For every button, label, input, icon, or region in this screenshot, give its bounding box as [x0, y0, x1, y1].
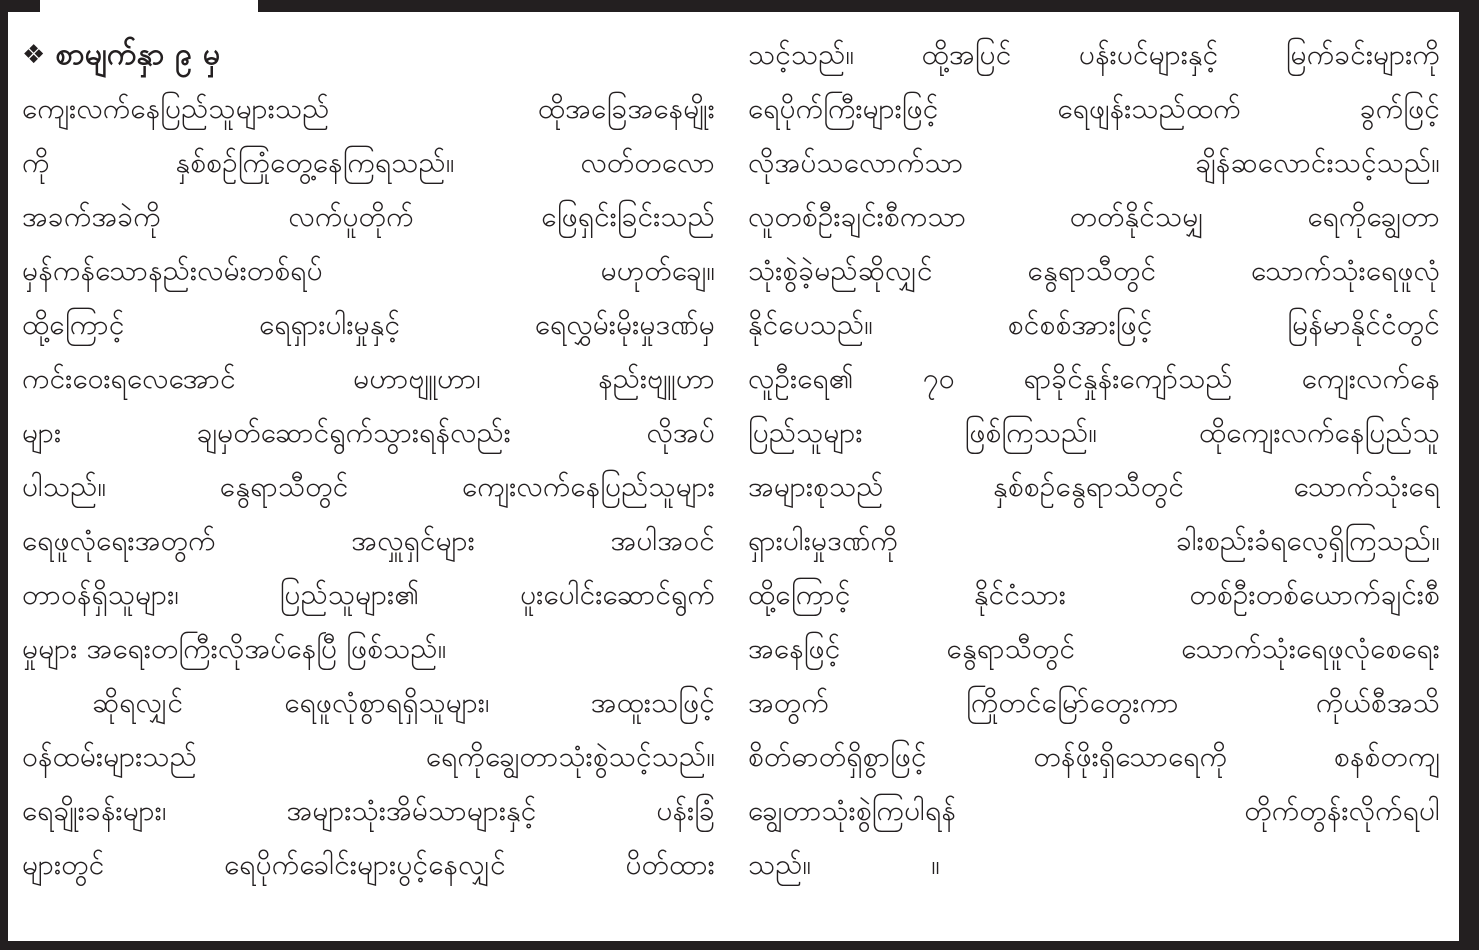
text-line: သုံးစွဲခဲ့မည်ဆိုလျှင် နွေရာသီတွင် သောက်သုံးရေဖူလုံ [748, 254, 1440, 287]
text-line: ချွေတာသုံးစွဲကြပါရန် တိုက်တွန်းလိုက်ရပါ [748, 794, 1440, 827]
text-line: တာဝန်ရှိသူများ၊ ပြည်သူများ၏ ပူးပေါင်းဆောင်ရွက် [22, 578, 715, 611]
text-line: လူဦးရေ၏ ၇၀ ရာခိုင်နှုန်းကျော်သည် ကျေးလက်နေ [748, 362, 1440, 395]
text-line: အနေဖြင့် နွေရာသီတွင် သောက်သုံးရေဖူလုံစေရေး [748, 632, 1440, 665]
top-rule [258, 0, 1479, 12]
text-line: များ ချမှတ်ဆောင်ရွက်သွားရန်လည်း လိုအပ် [22, 416, 715, 449]
diamond-bullet-icon: ❖ [22, 40, 46, 70]
text-line: အခက်အခဲကို လက်ပူတိုက် ဖြေရှင်းခြင်းသည် [22, 200, 715, 233]
text-line: ပါသည်။ နွေရာသီတွင် ကျေးလက်နေပြည်သူများ [22, 470, 715, 503]
text-line: ဝန်ထမ်းများသည် ရေကိုချွေတာသုံးစွဲသင့်သည်။ [22, 740, 715, 773]
text-line: များတွင် ရေပိုက်ခေါင်းများပွင့်နေလျှင် ပိတ်ထား [22, 848, 715, 881]
final-line-text: သည်။ [748, 848, 812, 881]
paragraph-start-line: ဆိုရလျှင် ရေဖူလုံစွာရရှိသူများ၊ အထူးသဖြင့် [92, 686, 715, 719]
final-line [748, 838, 1440, 892]
text-line: ရေပိုက်ကြီးများဖြင့် ရေဖျန်းသည်ထက် ခွက်ဖြင့် [748, 92, 1440, 125]
text-line: မှုများ အရေးတကြီးလိုအပ်နေပြီ ဖြစ်သည်။ [22, 632, 447, 665]
top-rule-left [0, 0, 40, 12]
left-column [22, 28, 715, 928]
continuation-heading [22, 28, 715, 82]
text-line: ကင်းဝေးရလေအောင် မဟာဗျူဟာ၊ နည်းဗျူဟာ [22, 362, 715, 395]
text-line: ကို နှစ်စဉ်ကြုံတွေ့နေကြရသည်။ လတ်တလော [22, 146, 715, 179]
text-line: ထို့ကြောင့် နိုင်ငံသား တစ်ဦးတစ်ယောက်ချင်းစီ [748, 578, 1440, 611]
right-column [748, 28, 1440, 928]
text-line: လိုအပ်သလောက်သာ ချိန်ဆလောင်းသင့်သည်။ [748, 146, 1440, 179]
text-line: သင့်သည်။ ထို့အပြင် ပန်းပင်များနှင့် မြက်ခင်းများကို [748, 38, 1440, 71]
text-line: ပြည်သူများ ဖြစ်ကြသည်။ ထိုကျေးလက်နေပြည်သူ [748, 416, 1440, 449]
text-line: စိတ်ဓာတ်ရှိစွာဖြင့် တန်ဖိုးရှိသောရေကို စနစ်တကျ [748, 740, 1440, 773]
heading-text: စာမျက်နှာ ၉ မှ [55, 37, 221, 72]
text-line: ရေဖူလုံရေးအတွက် အလှူရှင်များ အပါအဝင် [22, 524, 715, 557]
text-line: အများစုသည် နှစ်စဉ်နွေရာသီတွင် သောက်သုံးရေ [748, 470, 1440, 503]
text-line: မှန်ကန်သောနည်းလမ်းတစ်ရပ် မဟုတ်ချေ။ [22, 254, 715, 287]
text-line: ရှားပါးမှုဒဏ်ကို ခါးစည်းခံရလေ့ရှိကြသည်။ [748, 524, 1440, 557]
article-end-mark: ။ [931, 848, 940, 881]
text-line: လူတစ်ဦးချင်းစီကသာ တတ်နိုင်သမျှ ရေကိုချွေတာ [748, 200, 1440, 233]
text-line: ထို့ကြောင့် ရေရှားပါးမှုနှင့် ရေလွှမ်းမိုးမှုဒဏ်မှ [22, 308, 715, 341]
text-line: ရေချိုးခန်းများ၊ အများသုံးအိမ်သာများနှင့် ပန်းခြံ [22, 794, 715, 827]
text-line: နိုင်ပေသည်။ စင်စစ်အားဖြင့် မြန်မာနိုင်ငံတွင် [748, 308, 1440, 341]
text-line: ကျေးလက်နေပြည်သူများသည် ထိုအခြေအနေမျိုး [22, 92, 715, 125]
text-line: အတွက် ကြိုတင်မြော်တွေးကာ ကိုယ်စီအသိ [748, 686, 1440, 719]
